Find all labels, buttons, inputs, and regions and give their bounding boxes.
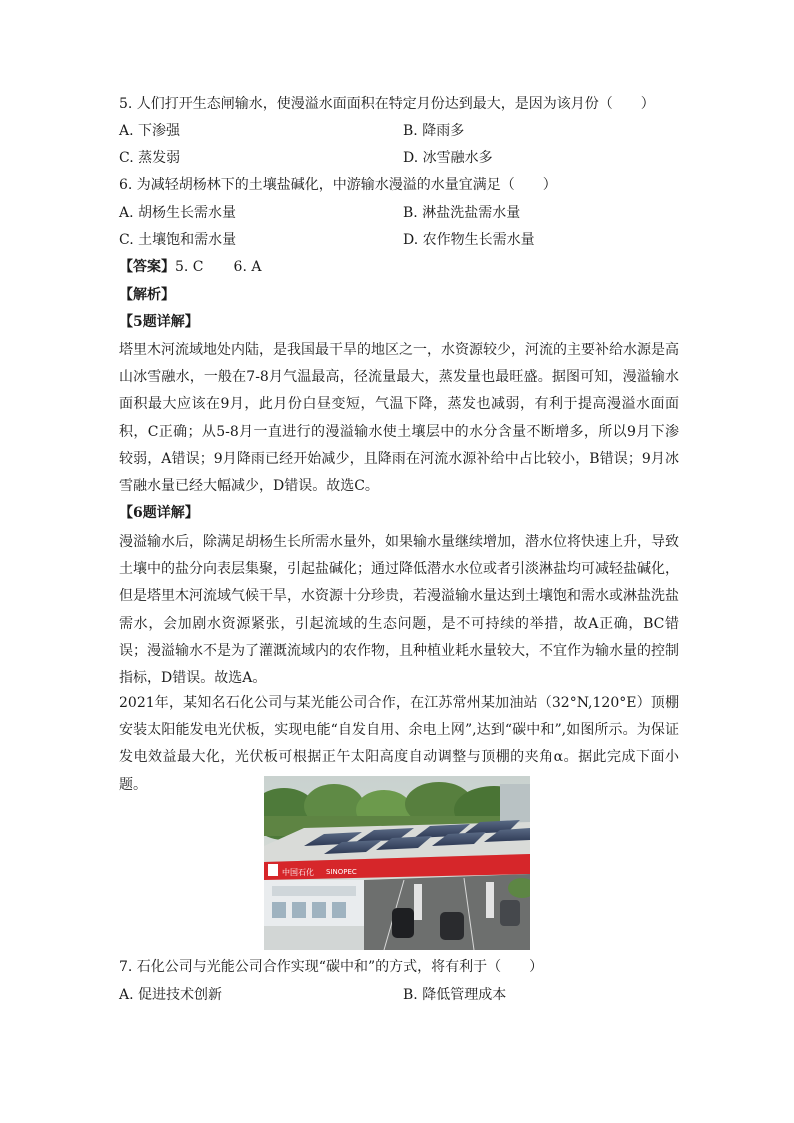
q5-option-c: C. 蒸发弱 <box>119 150 181 166</box>
canopy-brand-cn: 中国石化 <box>282 868 314 877</box>
q7-option-a: A. 促进技术创新 <box>119 987 223 1003</box>
q5-option-d: D. 冰雪融水多 <box>403 150 493 166</box>
answer-q6: 6. A <box>233 259 262 275</box>
q5-explanation: 塔里木河流域地处内陆，是我国最干旱的地区之一，水资源较少，河流的主要补给水源是高山冰雪融水，一般在7-8月气温最高，径流量最大，蒸发量也最旺盛。据图可知，漫溢输水面积最大应该在9月，此月份白昼变短，气温下降，蒸发也减弱，有利于提高漫溢水面面积，C正确；从5-8月一直进行的漫溢输水使土壤层中的水分含量不断增多，所以9月下渗较弱，A错误；9月降雨已经开始减少，且降雨在河流水源补给中占比较小，B错误；9月冰雪融水量已经大幅减少，D错误。故选C。 <box>119 342 679 495</box>
q5-option-b: B. 降雨多 <box>403 123 465 139</box>
material-passage: 2021年，某知名石化公司与某光能公司合作，在江苏常州某加油站（32°N,120°E）顶棚安装太阳能发电光伏板，实现电能“自发自用、余电上网”,达到“碳中和”,如图所示。为保证发电效益最大化，光伏板可根据正午太阳高度自动调整与顶棚的夹角α。据此完成下面小题。 <box>119 695 679 793</box>
analysis-heading: 【解析】 <box>119 287 175 303</box>
q6-option-c: C. 土壤饱和需水量 <box>119 232 237 248</box>
q6-option-b: B. 淋盐洗盐需水量 <box>403 205 521 221</box>
q6-explanation: 漫溢输水后，除满足胡杨生长所需水量外，如果输水量继续增加，潜水位将快速上升，导致土壤中的盐分向表层集聚，引起盐碱化；通过降低潜水水位或者引淡淋盐均可减轻盐碱化，但是塔里木河流域气候干旱，水资源十分珍贵，若漫溢输水量达到土壤饱和需水或淋盐洗盐需水，会加剧水资源紧张，引起流域的生态问题，是不可持续的举措，故A正确，BC错误；漫溢输水不是为了灌溉流域内的农作物，且种植业耗水量较大，不宜作为输水量的控制指标，D错误。故选A。 <box>119 534 679 687</box>
question-7-stem: 7. 石化公司与光能公司合作实现“碳中和”的方式，将有利于（ ） <box>119 959 544 975</box>
answer-tag: 【答案】 <box>119 259 175 275</box>
q6-option-a: A. 胡杨生长需水量 <box>119 205 237 221</box>
question-6-stem: 6. 为减轻胡杨林下的土壤盐碱化，中游输水漫溢的水量宜满足（ ） <box>119 177 557 193</box>
answer-line <box>119 257 261 277</box>
photo-illustration <box>264 776 530 950</box>
q5-option-a: A. 下渗强 <box>119 123 181 139</box>
gas-station-solar-photo <box>264 776 530 950</box>
question-5-stem: 5. 人们打开生态闸输水，使漫溢水面面积在特定月份达到最大，是因为该月份（ ） <box>119 96 655 112</box>
answer-q5: 5. C <box>175 259 204 275</box>
q5-detail-heading: 【5题详解】 <box>119 314 199 330</box>
q6-option-d: D. 农作物生长需水量 <box>403 232 535 248</box>
q6-detail-heading: 【6题详解】 <box>119 505 199 521</box>
q7-option-b: B. 降低管理成本 <box>403 987 507 1003</box>
canopy-brand-en: SINOPEC <box>326 868 357 876</box>
